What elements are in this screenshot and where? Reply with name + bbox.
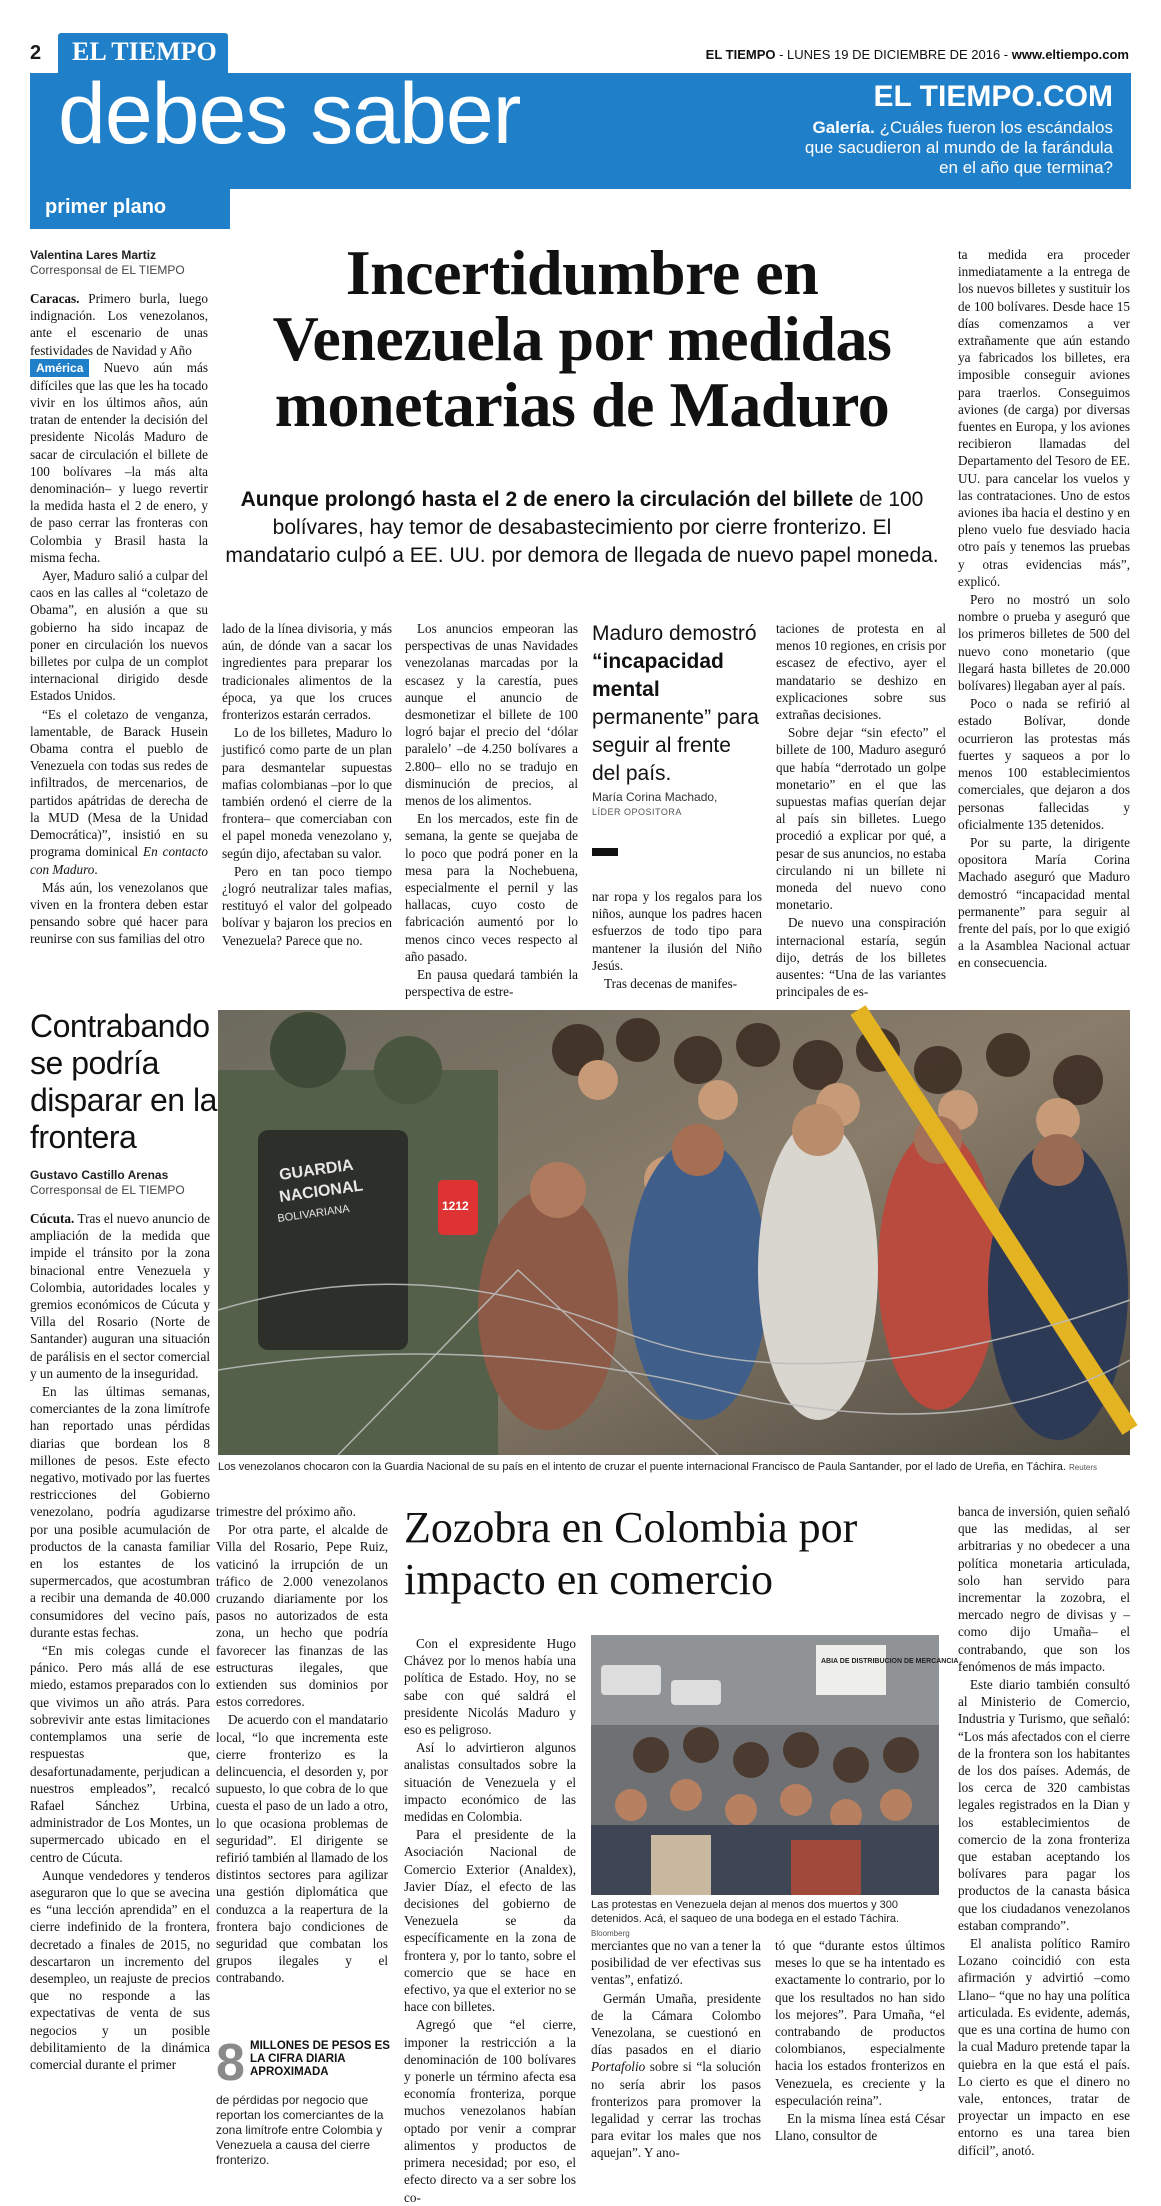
shield-number: 1212: [442, 1199, 469, 1213]
paragraph: Cúcuta. Tras el nuevo anuncio de ampliación de la medida que impide el tránsito por la zona binacional entre Venezuela y Colombia, autoridades locales y gremios económicos de Cúcuta y Villa del Rosario (Norte de Santander) auguran una situación de parálisis en el sector comercial y un aumento de la inseguridad.: [30, 1211, 210, 1381]
paragraph: Aunque vendedores y tenderos aseguraron que lo que se avecina es “una lección aprendida” en el cierre indefinido de la frontera, decretado a finales de 2015, no descartaron un incremento del desempleo, un reajuste de precios que no responde a las expectativas de venta de sus negocios y un posible debilitamiento de la dinámica comercial durante el primer: [30, 1867, 210, 2072]
paragraph: merciantes que no van a tener la posibilidad de ver efectivas sus ventas”, enfatizó.: [591, 1938, 761, 1988]
byline-name: Valentina Lares Martiz: [30, 248, 157, 262]
paragraph: Germán Umaña, presidente de la Cámara Colombo Venezolana, se cuestionó en días pasados en el diario Portafolio sobre si “la solución no sería abrir los pasos fronterizos para promover la legalidad y cerrar las trochas para evitar los males que nos aquejan”. Y ano-: [591, 1990, 761, 2161]
story3-column-2: [591, 1937, 761, 2195]
paragraph: Primero burla, luego indignación. Los venezolanos, ante el escenario de unas festividades de Navidad y Año: [30, 291, 208, 358]
fact-number: 8: [216, 2034, 245, 2092]
pull-quote-role: LÍDER OPOSITORA: [592, 807, 682, 817]
page-number: 2: [30, 42, 42, 64]
story1-column-1: [30, 290, 208, 955]
subsection-label: primer plano: [45, 196, 167, 218]
pull-quote-author: María Corina Machado,: [592, 790, 718, 804]
gallery-teaser[interactable]: [783, 118, 1113, 178]
pull-quote: Maduro demostró “incapacidad mental permanente” para seguir al frente del país.: [592, 622, 759, 785]
paragraph: Sobre dejar “sin efecto” el billete de 100, Maduro aseguró que había “derrotado un golpe monetario” en el que las supuestas mafias querían dejar al país sin billetes. Luego procedió a explicar por qué, a pesar de sus anuncios, no estaba circulando ni un billete ni moneda del nuevo cono monetario.: [776, 725, 946, 913]
photo-credit: Reuters: [1069, 1463, 1098, 1472]
paragraph: En los mercados, este fin de semana, la gente se quejaba de lo poco que podrá poner en la mesa para la Nochebuena, especialmente el pernil y las hallacas, cuyo costo de fabricación aumentó por lo menos cinco veces respecto al año pasado.: [405, 811, 578, 964]
dateline-city: Caracas.: [30, 291, 80, 306]
story1-column-4: [592, 888, 762, 992]
gallery-label: Galería.: [812, 118, 875, 137]
third-headline: Zozobra en Colombia por impacto en comercio: [404, 1503, 858, 1604]
secondary-headline: Contrabando se podría disparar en la frontera: [30, 1008, 217, 1155]
pull-quote-dash: [592, 848, 618, 856]
paragraph: taciones de protesta en al menos 10 regiones, en crisis por escasez de efectivo, ayer el mandatario se deshizo en explicaciones sobre sus extrañas decisiones.: [776, 621, 946, 723]
paragraph: ta medida era proceder inmediatamente a la entrega de los nuevos billetes y sustituir los de 100 bolívares. Desde hace 15 días comenzamos a ver extrañamente que aún estando ya fabricados los billetes, era imposible conseguir aviones para traerlos. Conseguimos aviones (de carga) por diversas fuentes en Europa, y los aviones recibieron llamadas del Departamento del Tesoro de EE. UU. para cancelar los vuelos y las contrataciones. Uno de estos aviones iba hacia el destino y en pleno vuelo fue desviado hacia otro país y tenemos las pruebas y otras evidencias más”, explicó.: [958, 247, 1130, 589]
newspaper-logo: EL TIEMPO: [58, 33, 228, 73]
byline-role: Corresponsal de EL TIEMPO: [30, 263, 185, 277]
paragraph: tó que “durante estos últimos meses lo que se ha intentado es exactamente lo contrario, por lo que los resultados no han sido los mejores”. Para Umaña, “el contrabando de productos colombianos, especialmente hacia los estados fronterizos en Venezuela, es creciente y la especulación reina”.: [775, 1938, 945, 2108]
paragraph: lado de la línea divisoria, y más aún, de dónde van a sacar los ingredientes para preparar los tradicionales alimentos de la época, ya que los cruces fronterizos estarán cerrados.: [222, 621, 392, 723]
photo-illustration: [218, 1010, 1130, 1455]
paragraph: Así lo advirtieron algunos analistas consultados sobre la situación de Venezuela y el impacto económico de las medidas en Colombia.: [404, 1740, 576, 1825]
paragraph: trimestre del próximo año.: [216, 1504, 356, 1519]
paragraph: De nuevo una conspiración internacional estaría, según dijo, detrás de los billetes ausentes: “Una de las variantes principales de es-: [776, 915, 946, 1000]
story1-column-2: [222, 620, 392, 955]
story1-column-3: [405, 620, 578, 1000]
photo2-illustration: [591, 1635, 959, 1895]
paragraph: Tras decenas de manifes-: [604, 976, 738, 992]
photo2-sign: ABIA DE DISTRIBUCION DE MERCANCIA: [821, 1658, 959, 1665]
story1-column-6: [958, 246, 1130, 971]
paragraph: “Es el coletazo de venganza, lamentable, de Barack Husein Obama contra el pueblo de Venezuela con todas sus redes de infiltrados, de mercenarios, de partidos apátridas de derecha de la MUD (Mesa de la Unidad Democrática)”, insistió en su programa dominical En contacto con Maduro.: [30, 706, 208, 877]
headline-deck: [222, 486, 942, 570]
paragraph: Para el presidente de la Asociación Nacional de Comercio Exterior (Analdex), Javier Díaz, el efecto de las decisiones del gobierno de Venezuela se da específicamente en la zona de frontera y, por lo tanto, sobre el comercio que se hace en efectivo, ya que el exterior no se hace con billetes.: [404, 1827, 576, 2015]
paragraph: Lo de los billetes, Maduro lo justificó como parte de un plan para desmantelar supuestas mafias colombianas –por lo que también ordenó el cierre de la frontera– que comerciaban con el papel moneda venezolano y, según dijo, afectaban su valor.: [222, 725, 392, 861]
dateline: [706, 47, 1129, 62]
fact-title: MILLONES DE PESOS ES LA CIFRA DIARIA APROXIMADA: [250, 2040, 390, 2078]
story3-column-4: [958, 1503, 1130, 2195]
paragraph: Pero en tan poco tiempo ¿logró neutralizar tales mafias, restituyó el valor del golpeado bolívar y bajaron los precios en Venezuela? Parece que no.: [222, 863, 392, 948]
paragraph: Con el expresidente Hugo Chávez por lo menos había una política de Estado. Hoy, no se sabe con qué saldrá el presidente Nicolás Maduro y eso es peligroso.: [404, 1636, 576, 1738]
byline-name: Gustavo Castillo Arenas: [30, 1168, 169, 1182]
deck-rest: de 100 bolívares, hay temor de desabastecimiento por cierre fronterizo. El mandatario culpó a EE. UU. por demora de llegada de nuevo papel moneda.: [225, 488, 939, 567]
story2-column-2: [216, 1503, 388, 2023]
news-photo-border-clash: [218, 1010, 1130, 1455]
site-name[interactable]: EL TIEMPO.COM: [873, 80, 1113, 113]
paragraph: En las últimas semanas, comerciantes de la zona limítrofe han reportado unas pérdidas diarias que bordean los 8 millones de pesos. Este efecto negativo, motivado por las fuertes restricciones del Gobierno venezolano, podría agudizarse por una posible acumulación de productos de la canasta familiar en los estantes de los supermercados, que acostumbran a recibir una demanda de 40.000 consumidores del vecino país, durante estas fechas.: [30, 1384, 210, 1640]
paragraph: De acuerdo con el mandatario local, “lo que incrementa este cierre fronterizo es la delincuencia, el desorden y, por supuesto, lo que cobra de lo que cuesta el paso de un lado a otro, lo que ocasiona problemas de seguridad”. El dirigente se refirió también al llamado de los distintos sectores para agilizar una gestión diplomática que conduzca a la reapertura de la frontera bajo condiciones de seguridad que combatan los grupos ilegales y el contrabando.: [216, 1712, 388, 1986]
vest-label-3: BOLIVARIANA: [276, 1202, 351, 1225]
paragraph: Más aún, los venezolanos que viven en la frontera deben estar pensando sobre qué hacer para reunirse con sus familias del otro: [30, 879, 208, 947]
photo2-credit: Bloomberg: [591, 1929, 630, 1938]
story2-column-1: [30, 1210, 210, 2192]
deck-lead: Aunque prolongó hasta el 2 de enero la circulación del billete: [240, 488, 854, 511]
paragraph: El analista político Ramiro Lozano coincidió con esta afirmación y advirtió –como Llano– “que no hay una política articulada. Es evidente, además, que es una cortina de humo con la cual Maduro pretende tapar la quiebra en la que está el país. Lo cierto es que el dinero no vale, entonces, tratar de proyectar un impacto en ese entorno es una tarea bien difícil”, anotó.: [958, 1936, 1130, 2158]
fact-body: de pérdidas por negocio que reportan los comerciantes de la zona limítrofe entre Colombia y Venezuela a causa del cierre fronterizo.: [216, 2093, 384, 2167]
category-tag: América: [30, 359, 89, 377]
paragraph: Por su parte, la dirigente opositora María Corina Machado aseguró que Maduro demostró “incapacidad mental permanente” para seguir al frente del país, por lo que exigió a la Asamblea Nacional actuar en consecuencia.: [958, 834, 1130, 971]
paragraph: “En mis colegas cunde el pánico. Pero más allá de ese miedo, estamos preparados con lo que vivimos un año atrás. Para sobrevivir ante estas limitaciones contemplamos una serie de respuestas que, desafortunadamente, perjudican a nuestros empleados”, recalcó Rafael Sánchez Urbina, administrador de Los Montes, un supermercado ubicado en el centro de Cúcuta.: [30, 1643, 210, 1865]
photo-caption: Los venezolanos chocaron con la Guardia Nacional de su país en el intento de cruzar el puente internacional Francisco de Paula Santander, por el lado de Ureña, en Táchira. Reuters: [218, 1461, 1098, 1473]
paragraph: Nuevo aún más difíciles que las que les ha tocado vivir en los últimos años, aún tratan de entender la decisión del presidente Nicolás Maduro de sacar de circulación el billete de 100 bolívares –la más alta denominación– y luego revertir la medida hasta el 2 de enero, y de paso cerrar las fronteras con Colombia y Brasil hasta la misma fecha.: [30, 359, 208, 565]
paragraph: Pero no mostró un solo nombre o prueba y aseguró que los primeros billetes de 500 del nuevo cono monetario (que llegará hasta billetes de 20.000 bolívares) llegaban ayer al país.: [958, 592, 1130, 694]
photo2-caption: Las protestas en Venezuela dejan al menos dos muertos y 300 detenidos. Acá, el saqueo de una bodega en el estado Táchira. Bloomberg: [591, 1899, 900, 1938]
byline-role: Corresponsal de EL TIEMPO: [30, 1183, 185, 1197]
paragraph: nar ropa y los regalos para los niños, aunque los padres hacen esfuerzos de todo tipo para mantener la ilusión del Niño Jesús.: [592, 889, 762, 973]
story3-column-3: [775, 1937, 945, 2195]
section-title: debes saber: [58, 66, 521, 162]
gallery-text: ¿Cuáles fueron los escándalos que sacudieron al mundo de la farándula en el año que termina?: [804, 118, 1113, 177]
main-headline: Incertidumbre en Venezuela por medidas monetarias de Maduro: [272, 237, 892, 440]
paragraph: En pausa quedará también la perspectiva de estre-: [405, 967, 578, 1000]
dateline-brand: EL TIEMPO: [705, 47, 776, 62]
story1-column-5: [776, 620, 946, 1000]
dateline-date: - LUNES 19 DE DICIEMBRE DE 2016 -: [775, 47, 1012, 62]
story3-column-1: [404, 1635, 576, 2205]
news-photo-looting: [591, 1635, 959, 1895]
paragraph: Ayer, Maduro salió a culpar del caos en las calles al “coletazo de Obama”, en alusión a que su gobierno ha sido incapaz de poner en circulación los nuevos billetes por culpa de un complot internacional dirigido desde Estados Unidos.: [30, 568, 208, 704]
paragraph: Poco o nada se refirió al estado Bolívar, donde ocurrieron las protestas más fuertes y saqueos a por lo menos 100 establecimientos comerciales, que dejaron a dos personas fallecidas y oficialmente 135 detenidos.: [958, 696, 1130, 832]
paragraph: Este diario también consultó al Ministerio de Comercio, Industria y Turismo, que señaló: “Los más afectados con el cierre de la frontera son los habitantes de los dos países. Además, de los cerca de 320 cambistas legales registrados en la Dian y los establecimientos de comercio de la zona fronteriza que estaban aceptando los bolívares para pagar los productos de la canasta básica que los ciudadanos venezolanos estaban comprando”.: [958, 1677, 1130, 1933]
paragraph: Por otra parte, el alcalde de Villa del Rosario, Pepe Ruiz, vaticinó la irrupción de un tráfico de 2.000 venezolanos cruzando diariamente por los pasos no autorizados de esta zona, un hecho que podría favorecer las finanzas de las estructuras ilegales, que extienden sus dominios por estos corredores.: [216, 1522, 388, 1710]
paragraph: Los anuncios empeoran las perspectivas de unas Navidades venezolanas marcadas por la escasez y la carestía, pues aunque el anuncio de desmonetizar el billete de 100 logró bajar el precio del ‘dólar paralelo’ –de 4.250 bolívares a 2.800– ello no se tradujo en disminución de precios, al menos de los alimentos.: [405, 621, 578, 809]
vest-label-2: NACIONAL: [278, 1177, 365, 1206]
paragraph: Agregó que “el cierre, imponer la restricción a la denominación de 100 bolívares y ponerle un término afecta esa economía fronteriza, porque muchos venezolanos habían optado por venir a comprar alimentos y productos de primera necesidad; por eso, el efecto directo va a ser sobre los co-: [404, 2017, 576, 2205]
paragraph: banca de inversión, quien señaló que las medidas, al ser arbitrarias y no obedecer a una política monetaria articulada, solo han servido para incrementar la zozobra, el mercado negro de divisas y –como dijo Umaña– el contrabando, que son los fenómenos de más impacto.: [958, 1504, 1130, 1674]
paragraph: En la misma línea está César Llano, consultor de: [775, 2111, 945, 2144]
dateline-url[interactable]: www.eltiempo.com: [1011, 47, 1129, 62]
vest-label-1: GUARDIA: [278, 1156, 355, 1184]
